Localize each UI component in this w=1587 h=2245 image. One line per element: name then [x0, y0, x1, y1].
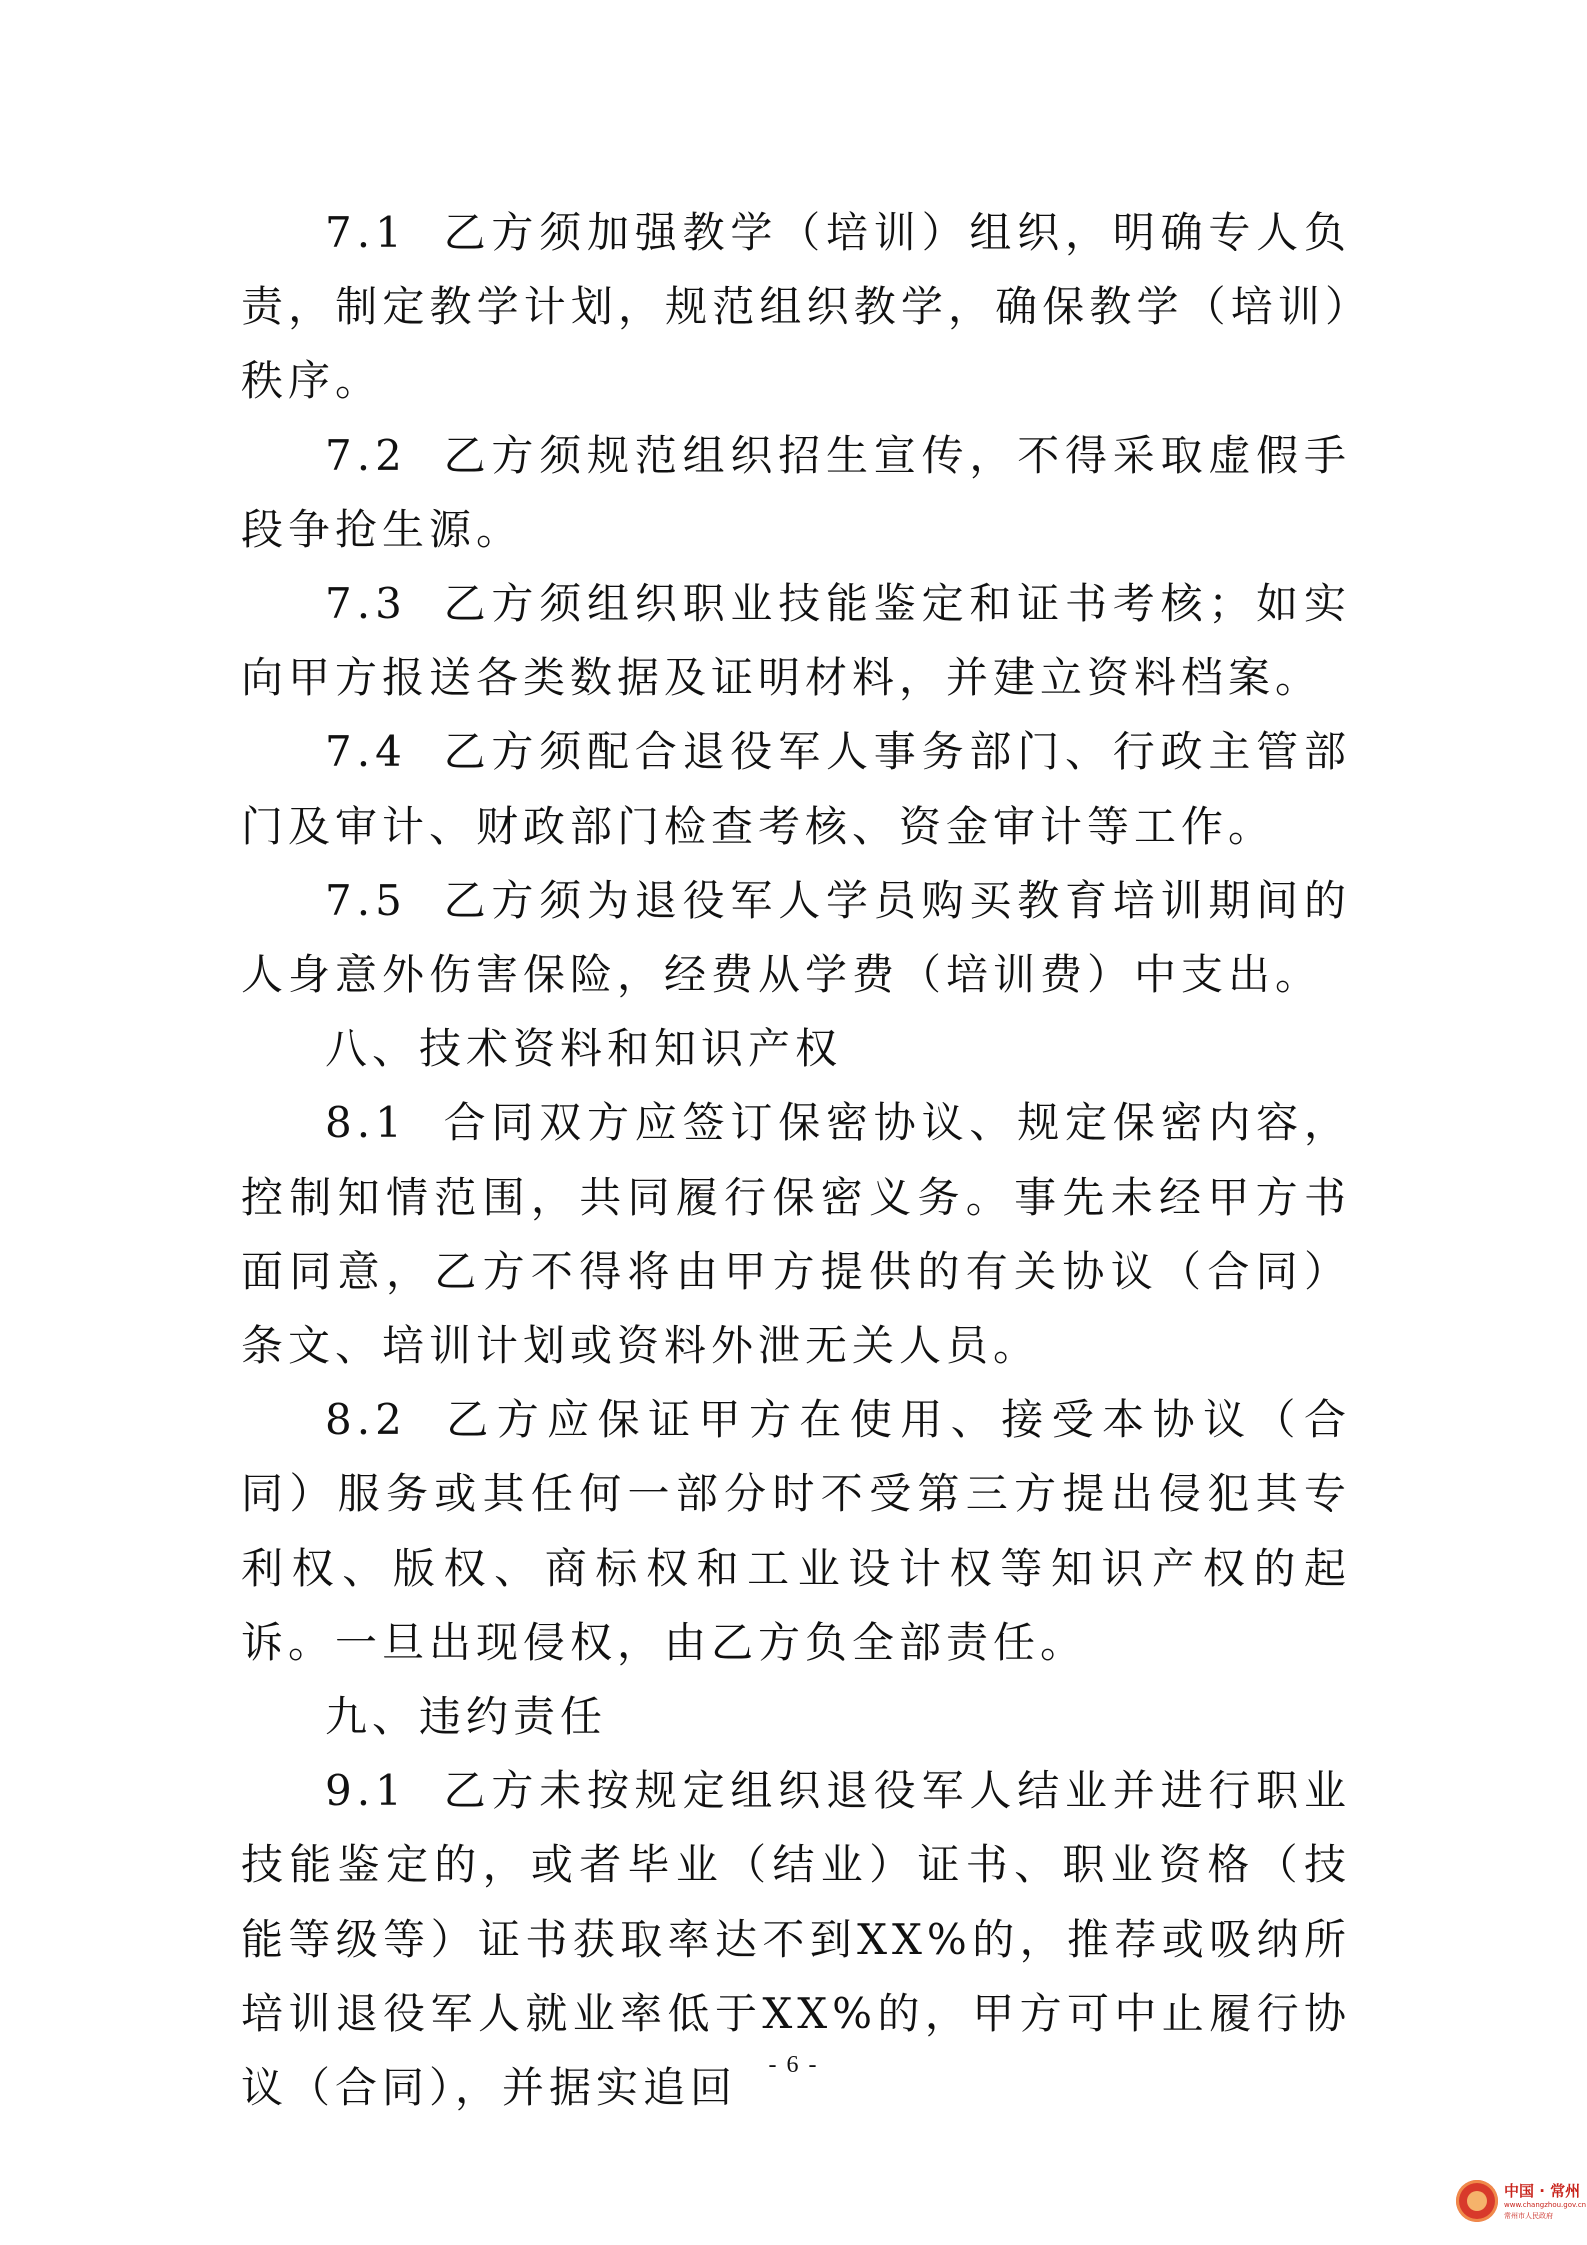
- section-heading-9: 九、违约责任: [325, 1692, 608, 1742]
- clause-number: 7.1: [325, 208, 407, 257]
- clause-text: 乙方须组织职业技能鉴定和证书考核；如实向甲方报送各类数据及证明材料，并建立资料档案。: [241, 579, 1351, 703]
- clause-7-3: [241, 567, 1351, 715]
- clause-number: 8.1: [325, 1098, 407, 1148]
- clause-number: 7.3: [325, 579, 407, 629]
- clause-text: 乙方须配合退役军人事务部门、行政主管部门及审计、财政部门检查考核、资金审计等工作。: [241, 727, 1351, 851]
- clause-text: 乙方须加强教学（培训）组织，明确专人负责，制定教学计划，规范组织教学，确保教学（培训）秩序。: [241, 208, 1351, 406]
- clause-text: 合同双方应签订保密协议、规定保密内容，控制知情范围，共同履行保密义务。事先未经甲方书面同意，乙方不得将由甲方提供的有关协议（合同）条文、培训计划或资料外泄无关人员。: [241, 1098, 1351, 1371]
- clause-number: 8.2: [325, 1395, 407, 1445]
- watermark-url: www.changzhou.gov.cn: [1504, 2201, 1587, 2209]
- clause-number: 7.2: [325, 430, 407, 480]
- clause-text: 乙方须规范组织招生宣传，不得采取虚假手段争抢生源。: [241, 430, 1351, 554]
- watermark-title: 中国 · 常州: [1504, 2182, 1581, 2200]
- clause-8-1: [241, 1086, 1351, 1383]
- clause-7-4: [241, 715, 1351, 863]
- site-watermark: [1456, 2178, 1587, 2236]
- clause-7-2: [241, 419, 1351, 567]
- document-body: [241, 196, 1351, 2125]
- watermark-org: 常州市人民政府: [1504, 2212, 1553, 2220]
- clause-number: 7.4: [325, 727, 407, 777]
- clause-text: 乙方应保证甲方在使用、接受本协议（合同）服务或其任何一部分时不受第三方提出侵犯其专利权、版权、商标权和工业设计权等知识产权的起诉。一旦出现侵权，由乙方负全部责任。: [241, 1395, 1351, 1667]
- clause-8-2: [241, 1383, 1351, 1680]
- page-number: - 6 -: [768, 2052, 819, 2078]
- seal-icon: [1456, 2180, 1498, 2222]
- clause-text: 乙方须为退役军人学员购买教育培训期间的人身意外伤害保险，经费从学费（培训费）中支出。: [241, 875, 1351, 1000]
- clause-7-1: [241, 196, 1351, 419]
- clause-number: 9.1: [325, 1766, 407, 1816]
- clause-number: 7.5: [325, 875, 407, 925]
- clause-7-5: [241, 864, 1351, 1012]
- clause-text: 乙方未按规定组织退役军人结业并进行职业技能鉴定的，或者毕业（结业）证书、职业资格（技能等级等）证书获取率达不到XX%的，推荐或吸纳所培训退役军人就业率低于XX%的，甲方可中止履行协议（合同），并据实追回: [241, 1766, 1351, 2113]
- section-heading-8: 八、技术资料和知识产权: [325, 1024, 843, 1074]
